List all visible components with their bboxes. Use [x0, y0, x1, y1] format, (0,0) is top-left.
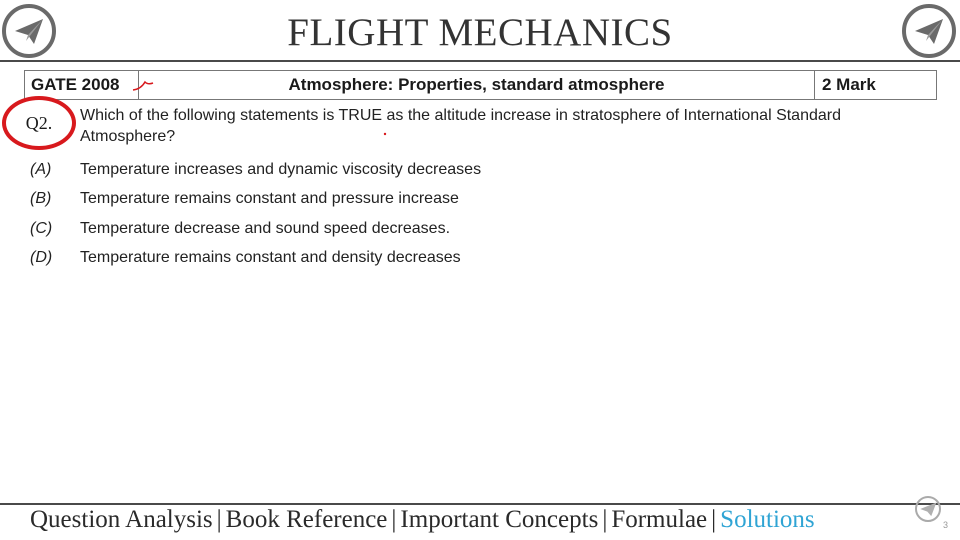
- marks-label: 2 Mark: [822, 75, 876, 94]
- page-number: 3: [943, 520, 949, 530]
- nav-separator: |: [391, 506, 397, 533]
- nav-question-analysis[interactable]: Question Analysis: [30, 506, 213, 533]
- footer-divider: [0, 503, 960, 505]
- nav-formulae[interactable]: Formulae: [611, 506, 708, 533]
- marks-cell: [815, 71, 936, 99]
- answer-options: [30, 155, 481, 273]
- footer-nav: [30, 506, 815, 534]
- option-text: Temperature remains constant and pressure increase: [80, 190, 459, 208]
- topic-label: Atmosphere: Properties, standard atmosphere: [288, 75, 665, 94]
- option-letter: (D): [30, 249, 53, 267]
- option-b: [30, 185, 481, 215]
- option-letter: (B): [30, 190, 52, 208]
- option-text: Temperature remains constant and density decreases: [80, 249, 461, 267]
- option-letter: (C): [30, 219, 53, 237]
- page-title: FLIGHT MECHANICS: [287, 11, 673, 54]
- exam-label: GATE 2008: [31, 75, 120, 94]
- option-a: [30, 155, 481, 185]
- paper-plane-icon: [915, 496, 941, 522]
- nav-separator: |: [711, 506, 717, 533]
- question-number-badge: [2, 96, 76, 150]
- option-c: [30, 214, 481, 244]
- option-text: Temperature decrease and sound speed decreases.: [80, 219, 451, 237]
- exam-cell: [25, 71, 139, 99]
- nav-solutions[interactable]: Solutions: [720, 506, 815, 533]
- option-d: [30, 244, 481, 274]
- pen-dot: [383, 132, 387, 136]
- nav-book-reference[interactable]: Book Reference: [225, 506, 388, 533]
- pen-mark: [131, 79, 155, 93]
- option-letter: (A): [30, 160, 52, 178]
- question-text: Which of the following statements is TRUE as the altitude increase in stratosphere of International Standard Atmosphere?: [80, 107, 841, 145]
- question-header-table: [24, 70, 937, 100]
- question-number: Q2.: [25, 112, 53, 133]
- topic-cell: [139, 71, 815, 99]
- option-text: Temperature increases and dynamic viscosity decreases: [80, 160, 482, 178]
- nav-separator: |: [602, 506, 608, 533]
- nav-important-concepts[interactable]: Important Concepts: [400, 506, 599, 533]
- nav-separator: |: [216, 506, 222, 533]
- header-divider: [0, 60, 960, 62]
